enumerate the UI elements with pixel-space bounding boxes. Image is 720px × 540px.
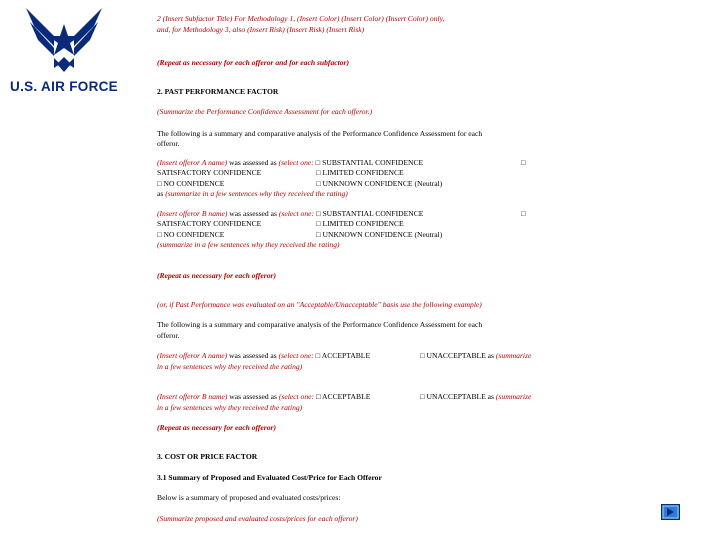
acceptable-b-reason: in a few sentences why they received the rating)	[157, 403, 303, 412]
noconf-a: □ NO CONFIDENCE	[157, 179, 225, 188]
paragraph-line-2: offeror.	[157, 139, 180, 148]
limited-a: □ LIMITED CONFIDENCE	[316, 168, 404, 177]
summarize-a: as (summarize in a few sentences why they received the rating)	[157, 189, 348, 198]
acceptable-b-line: (Insert offeror B name) was assessed as (select one: □ ACCEPTABLE	[157, 392, 371, 401]
repeat-note-2: (Repeat as necessary for each offeror)	[157, 271, 277, 280]
logo-wordmark: U.S. AIR FORCE	[10, 79, 118, 94]
offeror-b-line: (Insert offeror B name) was assessed as (select one: □ SUBSTANTIAL CONFIDENCE	[157, 209, 424, 218]
acceptable-a-line: (Insert offeror A name) was assessed as (select one: □ ACCEPTABLE	[157, 351, 371, 360]
paragraph-line-1: The following is a summary and comparative analysis of the Performance Confidence Assessment for each	[157, 129, 483, 138]
unacceptable-a: □ UNACCEPTABLE as (summarize	[420, 351, 532, 360]
cost-summary-instruction: (Summarize proposed and evaluated costs/prices for each offeror)	[157, 514, 358, 523]
satisfactory-b: SATISFACTORY CONFIDENCE	[157, 219, 262, 228]
heading-cost-price: 3. COST OR PRICE FACTOR	[157, 452, 258, 461]
unacceptable-b: □ UNACCEPTABLE as (summarize	[420, 392, 532, 401]
unknown-a: □ UNKNOWN CONFIDENCE (Neutral)	[316, 179, 443, 188]
checkbox-satisfactory-a[interactable]: □	[521, 158, 526, 167]
repeat-note-1: (Repeat as necessary for each offeror and for each subfactor)	[157, 58, 350, 67]
satisfactory-a: SATISFACTORY CONFIDENCE	[157, 168, 262, 177]
subfactor-line-1: 2 (Insert Subfactor Title) For Methodology 1, (Insert Color) (Insert Color) (Insert Color) only,	[157, 14, 445, 23]
unknown-b: □ UNKNOWN CONFIDENCE (Neutral)	[316, 230, 443, 239]
air-force-logo	[0, 0, 130, 100]
acceptable-a-reason: in a few sentences why they received the rating)	[157, 362, 303, 371]
offeror-a-line: (Insert offeror A name) was assessed as (select one: □ SUBSTANTIAL CONFIDENCE	[157, 158, 424, 167]
repeat-note-3: (Repeat as necessary for each offeror)	[157, 423, 277, 432]
subfactor-line-2: and, for Methodology 3, also (Insert Risk) (Insert Risk) (Insert Risk)	[157, 25, 365, 34]
paragraph-2-line-1: The following is a summary and comparative analysis of the Performance Confidence Assessment for each	[157, 320, 483, 329]
limited-b: □ LIMITED CONFIDENCE	[316, 219, 404, 228]
next-slide-icon	[662, 505, 679, 519]
summarize-b: (summarize in a few sentences why they received the rating)	[157, 240, 340, 249]
paragraph-2-line-2: offeror.	[157, 331, 180, 340]
heading-past-performance: 2. PAST PERFORMANCE FACTOR	[157, 87, 279, 96]
air-force-symbol-icon	[24, 2, 104, 74]
cost-summary-text: Below is a summary of proposed and evaluated costs/prices:	[157, 493, 341, 502]
checkbox-satisfactory-b[interactable]: □	[521, 209, 526, 218]
next-slide-button[interactable]	[661, 504, 680, 520]
summary-instruction: (Summarize the Performance Confidence Assessment for each offeror.)	[157, 107, 373, 116]
heading-summary-cost: 3.1 Summary of Proposed and Evaluated Cost/Price for Each Offeror	[157, 473, 382, 482]
noconf-b: □ NO CONFIDENCE	[157, 230, 225, 239]
alternative-instruction: (or, if Past Performance was evaluated on an "Acceptable/Unacceptable" basis use the following example)	[157, 300, 482, 309]
